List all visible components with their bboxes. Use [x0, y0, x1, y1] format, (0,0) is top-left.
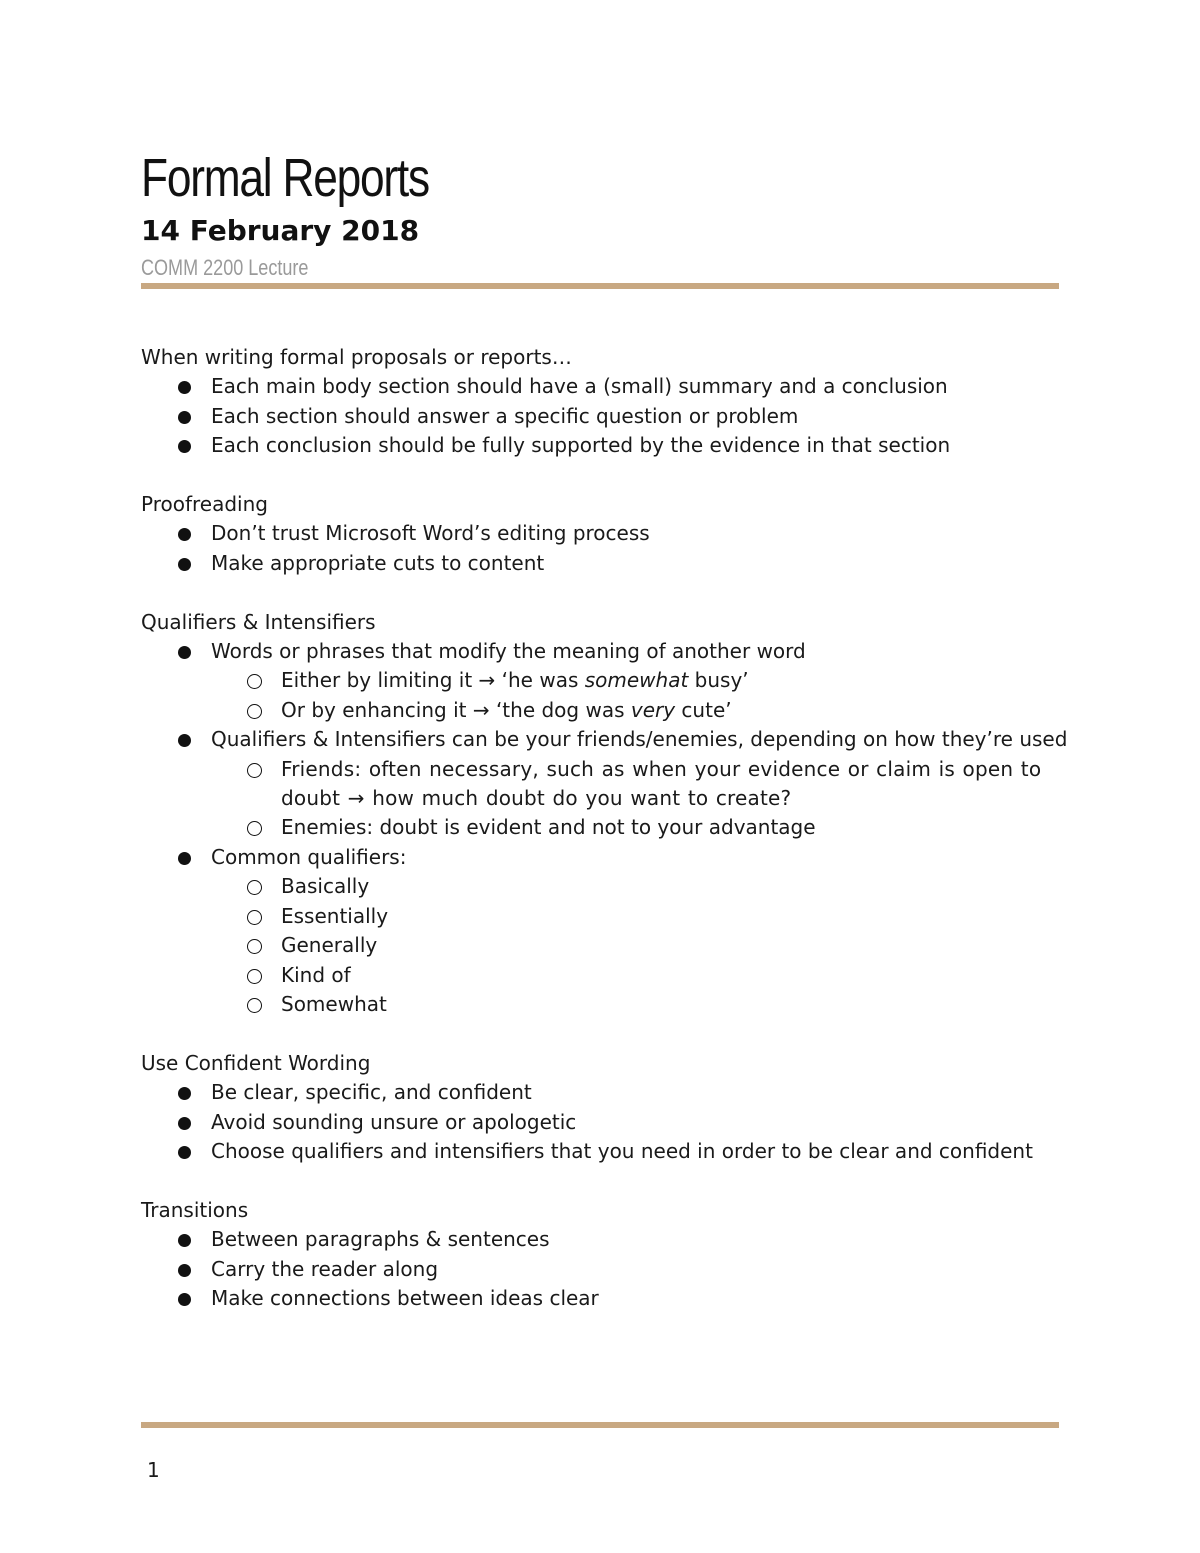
list-item-text: Each section should answer a specific question or problem — [211, 403, 799, 428]
list-item — [141, 372, 1071, 401]
bullet-icon — [178, 734, 191, 747]
list-item — [141, 1078, 1071, 1107]
hollow-bullet-icon — [247, 763, 262, 778]
sub-list-item — [210, 666, 1071, 695]
list-item-text: Generally — [281, 933, 378, 958]
list-item-text: Carry the reader along — [211, 1256, 439, 1281]
emphasis-text: somewhat — [584, 668, 689, 693]
text-segment: cute’ — [675, 697, 732, 722]
list-item-text: Qualifiers & Intensifiers can be your friends/enemies, depending on how they’re used — [211, 727, 1068, 752]
list-item — [141, 1108, 1071, 1137]
hollow-bullet-icon — [247, 939, 262, 954]
bullet-list — [141, 372, 1071, 460]
list-item — [141, 1255, 1071, 1284]
hollow-bullet-icon — [247, 880, 262, 895]
section-transitions — [141, 1196, 1071, 1314]
list-item — [141, 402, 1071, 431]
bullet-icon — [178, 411, 191, 424]
list-item-text: Don’t trust Microsoft Word’s editing process — [211, 521, 650, 546]
bullet-icon — [178, 1264, 191, 1277]
document-title: Formal Reports — [141, 148, 429, 208]
footer-divider — [141, 1422, 1059, 1428]
header-divider — [141, 283, 1059, 289]
list-item — [141, 725, 1071, 843]
list-item — [141, 843, 1071, 1019]
bullet-list — [141, 637, 1071, 1019]
sub-list-item — [210, 902, 1071, 931]
list-item-text: Each main body section should have a (small) summary and a conclusion — [211, 374, 948, 399]
hollow-bullet-icon — [247, 821, 262, 836]
bullet-icon — [178, 1087, 191, 1100]
list-item-text: Basically — [281, 874, 370, 899]
bullet-icon — [178, 852, 191, 865]
sub-list-item — [210, 931, 1071, 960]
bullet-icon — [178, 558, 191, 571]
list-item-text: Choose qualifiers and intensifiers that you need in order to be clear and confident — [211, 1138, 1033, 1163]
list-item — [141, 1284, 1071, 1313]
text-segment: Either by limiting it → ‘he was — [281, 668, 585, 693]
list-item-text: Avoid sounding unsure or apologetic — [211, 1109, 577, 1134]
sub-list-item — [210, 961, 1071, 990]
bullet-list — [141, 519, 1071, 578]
hollow-bullet-icon — [247, 998, 262, 1013]
section-heading: When writing formal proposals or reports… — [141, 345, 572, 369]
bullet-icon — [178, 528, 191, 541]
hollow-bullet-icon — [247, 910, 262, 925]
text-segment: busy’ — [688, 668, 749, 693]
section-heading: Qualifiers & Intensifiers — [141, 609, 376, 634]
list-item-text: Enemies: doubt is evident and not to your advantage — [281, 815, 816, 840]
sub-list-item — [210, 990, 1071, 1019]
section-qualifiers-intensifiers — [141, 608, 1071, 1020]
section-heading: Proofreading — [141, 492, 268, 517]
bullet-icon — [178, 440, 191, 453]
hollow-bullet-icon — [247, 704, 262, 719]
list-item-text: Between paragraphs & sentences — [211, 1227, 550, 1252]
list-item-text: Common qualifiers: — [211, 844, 407, 869]
section-formal-proposals — [141, 343, 1071, 461]
list-item-text: Words or phrases that modify the meaning of another word — [211, 639, 806, 664]
sub-list-item — [210, 696, 1071, 725]
list-item-text: Make connections between ideas clear — [211, 1285, 599, 1310]
emphasis-text: very — [630, 697, 676, 722]
sub-list-item — [210, 872, 1071, 901]
sub-bullet-list — [210, 872, 1071, 1019]
section-confident-wording — [141, 1049, 1071, 1167]
bullet-icon — [178, 1293, 191, 1306]
sub-list-item — [210, 755, 1071, 814]
bullet-icon — [178, 1146, 191, 1159]
list-item-text: Be clear, specific, and confident — [211, 1080, 532, 1105]
sub-bullet-list — [210, 666, 1071, 725]
section-proofreading — [141, 490, 1071, 578]
list-item — [141, 549, 1071, 578]
bullet-icon — [178, 1117, 191, 1130]
list-item-text: Kind of — [281, 962, 351, 987]
sub-bullet-list — [210, 755, 1071, 843]
hollow-bullet-icon — [247, 674, 262, 689]
list-item — [141, 637, 1071, 725]
document-body — [141, 343, 1071, 1343]
list-item-text: Make appropriate cuts to content — [211, 550, 545, 575]
list-item-text: Essentially — [281, 903, 389, 928]
section-heading: Transitions — [141, 1197, 249, 1222]
list-item-text: Friends: often necessary, such as when your evidence or claim is open to doubt → how much doubt do you want to create? — [281, 756, 1042, 811]
bullet-icon — [178, 381, 191, 394]
bullet-list — [141, 1225, 1071, 1313]
bullet-icon — [178, 646, 191, 659]
text-segment: Or by enhancing it → ‘the dog was — [281, 697, 631, 722]
sub-list-item — [210, 813, 1071, 842]
course-subtitle: COMM 2200 Lecture — [141, 255, 309, 280]
list-item — [141, 1225, 1071, 1254]
page-number: 1 — [147, 1458, 160, 1482]
list-item — [141, 519, 1071, 548]
hollow-bullet-icon — [247, 969, 262, 984]
list-item — [141, 431, 1071, 460]
list-item-text: Somewhat — [281, 991, 387, 1016]
list-item — [141, 1137, 1071, 1166]
bullet-list — [141, 1078, 1071, 1166]
section-heading: Use Confident Wording — [141, 1050, 371, 1075]
bullet-icon — [178, 1234, 191, 1247]
document-date: 14 February 2018 — [141, 214, 420, 247]
list-item-text: Each conclusion should be fully supported by the evidence in that section — [211, 433, 951, 458]
